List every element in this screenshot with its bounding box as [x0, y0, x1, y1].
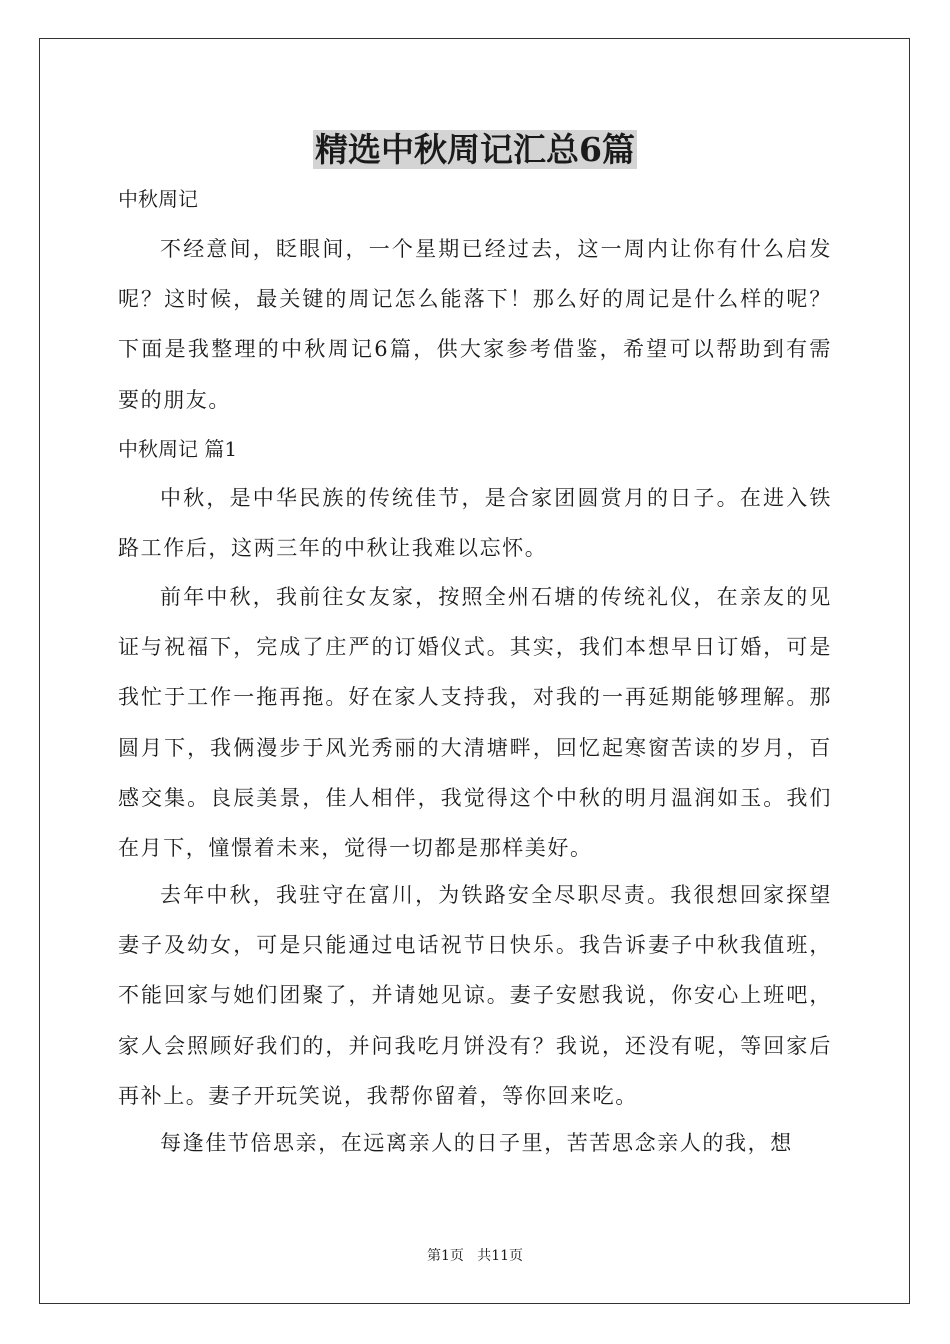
page-footer: 第1页 共11页	[426, 1248, 524, 1264]
intro-paragraph: 不经意间，眨眼间，一个星期已经过去，这一周内让你有什么启发呢？这时候，最关键的周记怎么能落下！那么好的周记是什么样的呢？下面是我整理的中秋周记6篇，供大家参考借鉴，希望可以帮助到有需要的朋友。	[118, 237, 832, 412]
paragraph-4: 每逢佳节倍思亲，在远离亲人的日子里，苦苦思念亲人的我，想	[160, 1131, 793, 1155]
intro-heading: 中秋周记	[118, 187, 198, 211]
section-1-heading: 中秋周记 篇1	[118, 437, 238, 461]
paragraph-3: 去年中秋，我驻守在富川，为铁路安全尽职尽责。我很想回家探望妻子及幼女，可是只能通过电话祝节日快乐。我告诉妻子中秋我值班，不能回家与她们团聚了，并请她见谅。妻子安慰我说，你安心上班吧，家人会照顾好我们的，并问我吃月饼没有？我说，还没有呢，等回家后再补上。妻子开玩笑说，我帮你留着，等你回来吃。	[118, 883, 832, 1108]
document-title	[0, 128, 950, 172]
paragraph-2: 前年中秋，我前往女友家，按照全州石塘的传统礼仪，在亲友的见证与祝福下，完成了庄严的订婚仪式。其实，我们本想早日订婚，可是我忙于工作一拖再拖。好在家人支持我，对我的一再延期能够理解。那圆月下，我俩漫步于风光秀丽的大清塘畔，回忆起寒窗苦读的岁月，百感交集。良辰美景，佳人相伴，我觉得这个中秋的明月温润如玉。我们在月下，憧憬着未来，觉得一切都是那样美好。	[118, 585, 832, 861]
paragraph-1: 中秋，是中华民族的传统佳节，是合家团圆赏月的日子。在进入铁路工作后，这两三年的中秋让我难以忘怀。	[118, 486, 832, 561]
document-title-text: 精选中秋周记汇总6篇	[315, 130, 635, 169]
